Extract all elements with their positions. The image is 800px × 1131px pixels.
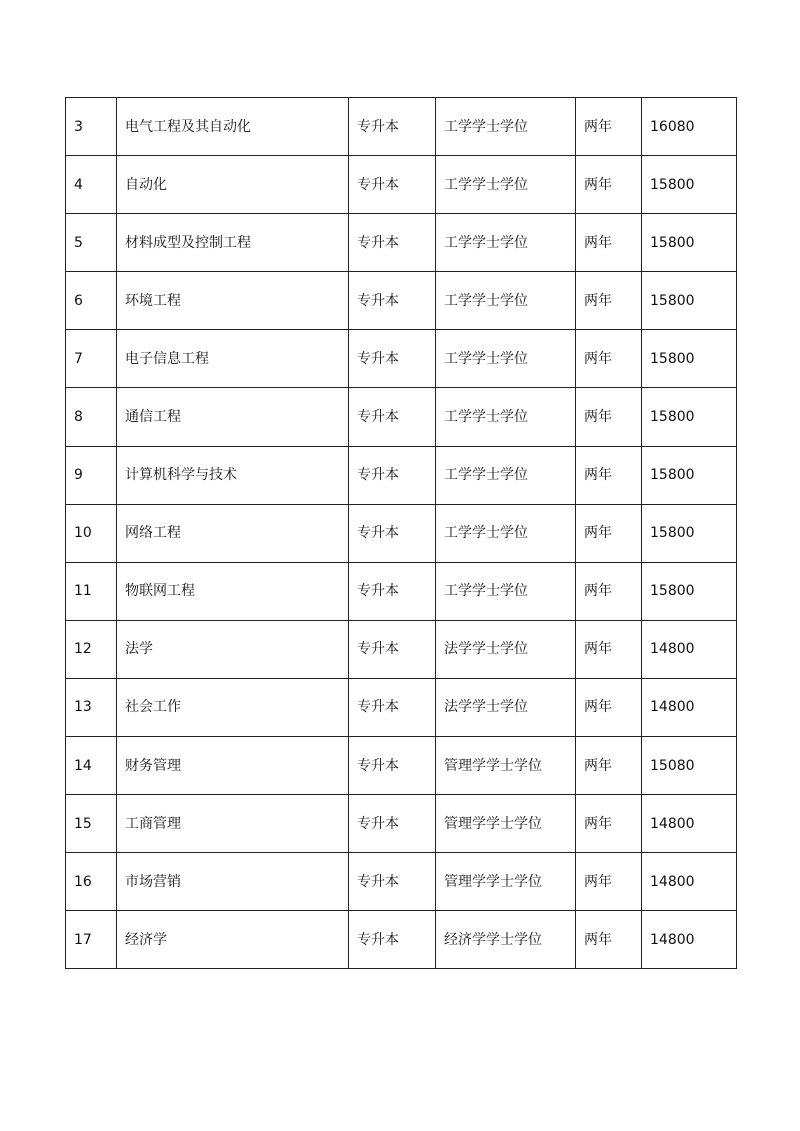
tuition-fee: 14800 bbox=[642, 678, 737, 736]
row-number: 10 bbox=[66, 504, 117, 562]
study-duration: 两年 bbox=[576, 678, 642, 736]
education-level: 专升本 bbox=[349, 853, 436, 911]
tuition-fee: 14800 bbox=[642, 853, 737, 911]
major-name: 网络工程 bbox=[117, 504, 349, 562]
row-number: 11 bbox=[66, 562, 117, 620]
table-row bbox=[66, 214, 737, 272]
table-row bbox=[66, 330, 737, 388]
study-duration: 两年 bbox=[576, 272, 642, 330]
row-number: 16 bbox=[66, 853, 117, 911]
row-number: 3 bbox=[66, 98, 117, 156]
education-level: 专升本 bbox=[349, 272, 436, 330]
tuition-fee: 15800 bbox=[642, 388, 737, 446]
tuition-fee: 15800 bbox=[642, 330, 737, 388]
education-level: 专升本 bbox=[349, 214, 436, 272]
degree-type: 管理学学士学位 bbox=[436, 737, 576, 795]
education-level: 专升本 bbox=[349, 388, 436, 446]
major-name: 通信工程 bbox=[117, 388, 349, 446]
row-number: 6 bbox=[66, 272, 117, 330]
row-number: 8 bbox=[66, 388, 117, 446]
degree-type: 工学学士学位 bbox=[436, 446, 576, 504]
degree-type: 管理学学士学位 bbox=[436, 795, 576, 853]
table-row bbox=[66, 678, 737, 736]
table-row bbox=[66, 446, 737, 504]
education-level: 专升本 bbox=[349, 620, 436, 678]
table-row bbox=[66, 795, 737, 853]
education-level: 专升本 bbox=[349, 911, 436, 969]
major-name: 财务管理 bbox=[117, 737, 349, 795]
tuition-fee: 15800 bbox=[642, 156, 737, 214]
degree-type: 工学学士学位 bbox=[436, 504, 576, 562]
study-duration: 两年 bbox=[576, 214, 642, 272]
study-duration: 两年 bbox=[576, 446, 642, 504]
tuition-fee: 15800 bbox=[642, 272, 737, 330]
major-name: 环境工程 bbox=[117, 272, 349, 330]
study-duration: 两年 bbox=[576, 156, 642, 214]
study-duration: 两年 bbox=[576, 98, 642, 156]
study-duration: 两年 bbox=[576, 737, 642, 795]
major-name: 电气工程及其自动化 bbox=[117, 98, 349, 156]
degree-type: 工学学士学位 bbox=[436, 562, 576, 620]
education-level: 专升本 bbox=[349, 330, 436, 388]
education-level: 专升本 bbox=[349, 504, 436, 562]
row-number: 12 bbox=[66, 620, 117, 678]
table-row bbox=[66, 272, 737, 330]
degree-type: 工学学士学位 bbox=[436, 98, 576, 156]
tuition-fee: 15800 bbox=[642, 214, 737, 272]
education-level: 专升本 bbox=[349, 678, 436, 736]
education-level: 专升本 bbox=[349, 562, 436, 620]
degree-type: 经济学学士学位 bbox=[436, 911, 576, 969]
education-level: 专升本 bbox=[349, 98, 436, 156]
study-duration: 两年 bbox=[576, 911, 642, 969]
degree-type: 工学学士学位 bbox=[436, 330, 576, 388]
study-duration: 两年 bbox=[576, 620, 642, 678]
degree-type: 法学学士学位 bbox=[436, 620, 576, 678]
table-row bbox=[66, 562, 737, 620]
education-level: 专升本 bbox=[349, 795, 436, 853]
table-row bbox=[66, 737, 737, 795]
tuition-fee: 15800 bbox=[642, 562, 737, 620]
major-name: 材料成型及控制工程 bbox=[117, 214, 349, 272]
row-number: 17 bbox=[66, 911, 117, 969]
tuition-fee: 14800 bbox=[642, 911, 737, 969]
major-name: 法学 bbox=[117, 620, 349, 678]
majors-table bbox=[65, 97, 737, 969]
degree-type: 工学学士学位 bbox=[436, 388, 576, 446]
major-name: 自动化 bbox=[117, 156, 349, 214]
row-number: 13 bbox=[66, 678, 117, 736]
degree-type: 工学学士学位 bbox=[436, 272, 576, 330]
table-row bbox=[66, 620, 737, 678]
study-duration: 两年 bbox=[576, 504, 642, 562]
tuition-fee: 15800 bbox=[642, 504, 737, 562]
row-number: 7 bbox=[66, 330, 117, 388]
table-row bbox=[66, 388, 737, 446]
tuition-fee: 16080 bbox=[642, 98, 737, 156]
major-name: 工商管理 bbox=[117, 795, 349, 853]
tuition-fee: 15080 bbox=[642, 737, 737, 795]
study-duration: 两年 bbox=[576, 388, 642, 446]
major-name: 电子信息工程 bbox=[117, 330, 349, 388]
degree-type: 工学学士学位 bbox=[436, 156, 576, 214]
table-row bbox=[66, 504, 737, 562]
tuition-fee: 14800 bbox=[642, 795, 737, 853]
study-duration: 两年 bbox=[576, 330, 642, 388]
education-level: 专升本 bbox=[349, 446, 436, 504]
education-level: 专升本 bbox=[349, 737, 436, 795]
table-row bbox=[66, 853, 737, 911]
study-duration: 两年 bbox=[576, 795, 642, 853]
major-name: 计算机科学与技术 bbox=[117, 446, 349, 504]
study-duration: 两年 bbox=[576, 853, 642, 911]
row-number: 9 bbox=[66, 446, 117, 504]
degree-type: 法学学士学位 bbox=[436, 678, 576, 736]
row-number: 4 bbox=[66, 156, 117, 214]
row-number: 15 bbox=[66, 795, 117, 853]
major-name: 市场营销 bbox=[117, 853, 349, 911]
major-name: 经济学 bbox=[117, 911, 349, 969]
table-row bbox=[66, 98, 737, 156]
study-duration: 两年 bbox=[576, 562, 642, 620]
table-row bbox=[66, 156, 737, 214]
tuition-fee: 15800 bbox=[642, 446, 737, 504]
tuition-fee: 14800 bbox=[642, 620, 737, 678]
education-level: 专升本 bbox=[349, 156, 436, 214]
row-number: 5 bbox=[66, 214, 117, 272]
major-name: 物联网工程 bbox=[117, 562, 349, 620]
major-name: 社会工作 bbox=[117, 678, 349, 736]
degree-type: 管理学学士学位 bbox=[436, 853, 576, 911]
row-number: 14 bbox=[66, 737, 117, 795]
table-row bbox=[66, 911, 737, 969]
degree-type: 工学学士学位 bbox=[436, 214, 576, 272]
